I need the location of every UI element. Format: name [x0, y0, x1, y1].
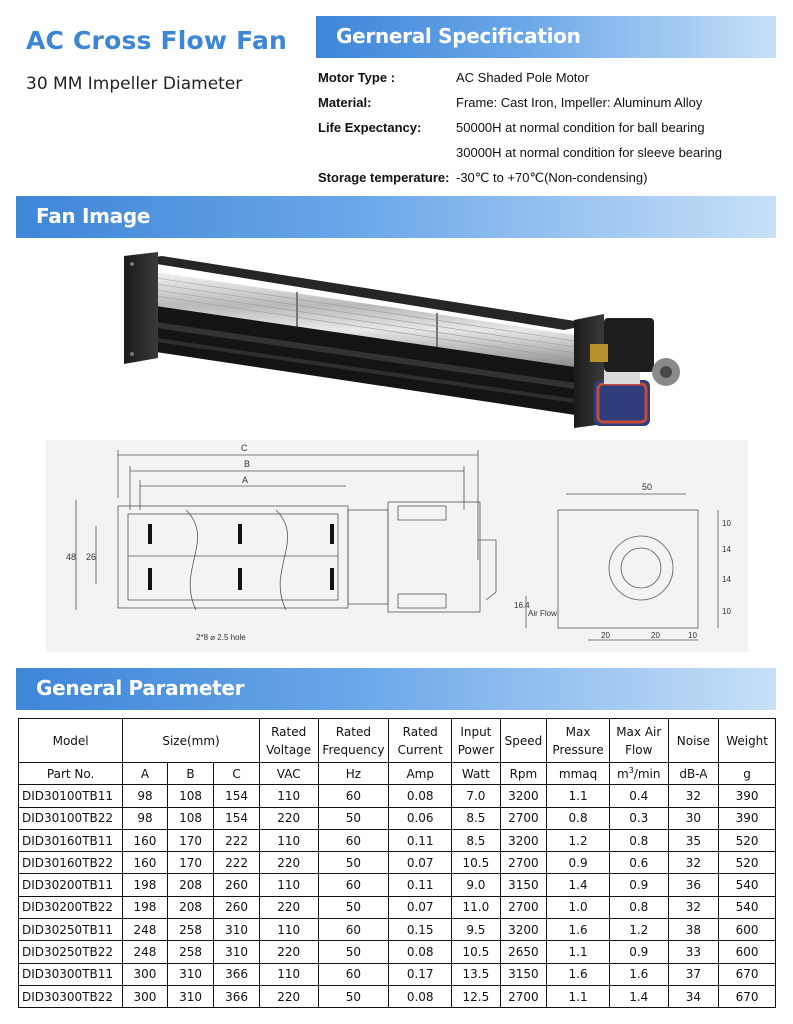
cell-speed: 2700 — [500, 985, 547, 1007]
cell-size-a: 198 — [123, 874, 168, 896]
spec-row-life-2 — [318, 143, 778, 168]
motor-coil — [594, 380, 650, 426]
cell-frequency: 50 — [318, 985, 389, 1007]
cell-frequency: 50 — [318, 852, 389, 874]
spec-list — [318, 68, 778, 193]
cell-part-no: DID30300TB22 — [19, 985, 123, 1007]
cell-size-a: 160 — [123, 852, 168, 874]
cell-power: 7.0 — [452, 785, 501, 807]
cell-frequency: 60 — [318, 919, 389, 941]
cell-current: 0.15 — [389, 919, 452, 941]
table-row — [19, 985, 776, 1007]
cell-size-b: 170 — [167, 829, 214, 851]
cell-speed: 2700 — [500, 852, 547, 874]
cell-part-no: DID30250TB22 — [19, 941, 123, 963]
cell-speed: 3200 — [500, 785, 547, 807]
cell-part-no: DID30160TB22 — [19, 852, 123, 874]
table-header-row — [19, 719, 776, 763]
cell-voltage: 220 — [259, 807, 318, 829]
table-row — [19, 852, 776, 874]
header-current: Rated Current — [389, 719, 452, 763]
cell-pressure: 0.9 — [547, 852, 610, 874]
spec-row-motor — [318, 68, 778, 93]
cell-speed: 2700 — [500, 896, 547, 918]
dim-10-top: 10 — [722, 519, 731, 528]
spec-label: Motor Type : — [318, 70, 396, 85]
spec-label: Life Expectancy: — [318, 120, 422, 135]
cell-part-no: DID30250TB11 — [19, 919, 123, 941]
cell-voltage: 110 — [259, 919, 318, 941]
end-view-outline — [558, 510, 698, 628]
cell-size-a: 98 — [123, 807, 168, 829]
cell-power: 9.0 — [452, 874, 501, 896]
header-noise: Noise — [668, 719, 719, 763]
cell-part-no: DID30200TB11 — [19, 874, 123, 896]
cell-airflow: 0.9 — [609, 874, 668, 896]
cell-noise: 38 — [668, 919, 719, 941]
cell-power: 8.5 — [452, 829, 501, 851]
spec-row-material — [318, 93, 778, 118]
cell-size-a: 300 — [123, 985, 168, 1007]
spec-row-storage — [318, 168, 778, 193]
cell-speed: 3150 — [500, 963, 547, 985]
cell-current: 0.06 — [389, 807, 452, 829]
cell-part-no: DID30100TB22 — [19, 807, 123, 829]
cell-noise: 34 — [668, 985, 719, 1007]
motor-bracket — [604, 318, 654, 372]
cell-size-b: 258 — [167, 919, 214, 941]
cell-pressure: 1.1 — [547, 785, 610, 807]
table-row — [19, 874, 776, 896]
cell-weight: 390 — [719, 785, 776, 807]
cell-airflow: 0.8 — [609, 896, 668, 918]
spec-value: AC Shaded Pole Motor — [456, 70, 589, 85]
cell-size-a: 248 — [123, 919, 168, 941]
cell-size-b: 310 — [167, 963, 214, 985]
table-row — [19, 829, 776, 851]
motor-outline — [388, 502, 480, 612]
cell-size-c: 366 — [214, 963, 260, 985]
unit-part: Part No. — [19, 763, 123, 785]
cell-power: 9.5 — [452, 919, 501, 941]
table-row — [19, 896, 776, 918]
cell-voltage: 110 — [259, 829, 318, 851]
cell-size-b: 170 — [167, 852, 214, 874]
cell-size-b: 258 — [167, 941, 214, 963]
cell-size-b: 108 — [167, 785, 214, 807]
cell-current: 0.07 — [389, 896, 452, 918]
parameter-rows — [19, 785, 776, 1008]
dim-10-bottom: 10 — [722, 607, 731, 616]
cell-size-c: 154 — [214, 807, 260, 829]
cell-airflow: 0.9 — [609, 941, 668, 963]
cell-noise: 33 — [668, 941, 719, 963]
cell-weight: 600 — [719, 919, 776, 941]
cell-noise: 32 — [668, 852, 719, 874]
cell-part-no: DID30300TB11 — [19, 963, 123, 985]
cell-pressure: 0.8 — [547, 807, 610, 829]
cell-size-b: 208 — [167, 896, 214, 918]
dim-16-4: 16.4 — [514, 601, 530, 610]
cell-frequency: 60 — [318, 829, 389, 851]
cell-noise: 36 — [668, 874, 719, 896]
cell-weight: 540 — [719, 874, 776, 896]
spec-value: -30℃ to +70℃(Non-condensing) — [456, 170, 648, 185]
cell-frequency: 60 — [318, 963, 389, 985]
dim-20-b: 20 — [651, 631, 660, 640]
cell-frequency: 50 — [318, 896, 389, 918]
spec-value: 30000H at normal condition for sleeve bearing — [456, 145, 722, 160]
parameter-heading: General Parameter — [36, 676, 245, 700]
parameter-table — [18, 718, 776, 1008]
spec-value: 50000H at normal condition for ball bearing — [456, 120, 705, 135]
unit-speed: Rpm — [500, 763, 547, 785]
fan-image-heading: Fan Image — [36, 204, 151, 228]
cell-size-b: 208 — [167, 874, 214, 896]
cell-airflow: 1.4 — [609, 985, 668, 1007]
table-units-row — [19, 763, 776, 785]
cell-power: 10.5 — [452, 941, 501, 963]
cell-size-c: 310 — [214, 941, 260, 963]
page-subtitle: 30 MM Impeller Diameter — [26, 74, 243, 94]
cell-power: 10.5 — [452, 852, 501, 874]
cell-voltage: 220 — [259, 896, 318, 918]
dim-20-a: 20 — [601, 631, 610, 640]
cell-airflow: 0.6 — [609, 852, 668, 874]
header-power: Input Power — [452, 719, 501, 763]
cell-voltage: 220 — [259, 941, 318, 963]
cell-noise: 32 — [668, 785, 719, 807]
cell-part-no: DID30160TB11 — [19, 829, 123, 851]
cell-part-no: DID30200TB22 — [19, 896, 123, 918]
cell-current: 0.11 — [389, 829, 452, 851]
cell-current: 0.08 — [389, 985, 452, 1007]
unit-frequency: Hz — [318, 763, 389, 785]
dim-48: 48 — [66, 552, 77, 562]
cell-airflow: 1.2 — [609, 919, 668, 941]
cell-current: 0.08 — [389, 941, 452, 963]
cell-power: 12.5 — [452, 985, 501, 1007]
table-row — [19, 785, 776, 807]
cell-speed: 2650 — [500, 941, 547, 963]
cell-current: 0.11 — [389, 874, 452, 896]
unit-weight: g — [719, 763, 776, 785]
dimension-drawing — [46, 440, 748, 652]
dim-14-b: 14 — [722, 575, 731, 584]
cell-current: 0.08 — [389, 785, 452, 807]
unit-noise: dB-A — [668, 763, 719, 785]
cell-pressure: 1.6 — [547, 963, 610, 985]
cell-weight: 390 — [719, 807, 776, 829]
dim-10-bottom-right: 10 — [688, 631, 697, 640]
cell-size-c: 260 — [214, 874, 260, 896]
cell-voltage: 220 — [259, 852, 318, 874]
dim-hole: 2*8 ⌀ 2.5 hole — [196, 633, 246, 642]
cell-frequency: 50 — [318, 807, 389, 829]
cell-speed: 3200 — [500, 829, 547, 851]
header-size: Size(mm) — [123, 719, 260, 763]
cell-size-a: 98 — [123, 785, 168, 807]
cell-pressure: 1.6 — [547, 919, 610, 941]
spec-label: Storage temperature: — [318, 170, 450, 185]
cell-size-c: 222 — [214, 852, 260, 874]
cell-pressure: 1.4 — [547, 874, 610, 896]
cell-voltage: 220 — [259, 985, 318, 1007]
cell-weight: 520 — [719, 852, 776, 874]
cell-frequency: 60 — [318, 874, 389, 896]
cell-weight: 540 — [719, 896, 776, 918]
unit-pressure: mmaq — [547, 763, 610, 785]
cell-voltage: 110 — [259, 874, 318, 896]
spec-row-life — [318, 118, 778, 143]
cell-speed: 2700 — [500, 807, 547, 829]
unit-a: A — [123, 763, 168, 785]
cell-weight: 670 — [719, 985, 776, 1007]
cell-weight: 520 — [719, 829, 776, 851]
fan-body-outline — [118, 506, 348, 608]
cell-size-b: 310 — [167, 985, 214, 1007]
cell-power: 13.5 — [452, 963, 501, 985]
dim-c: C — [241, 443, 248, 453]
fan-image-banner — [16, 196, 776, 238]
cell-voltage: 110 — [259, 963, 318, 985]
cell-size-c: 154 — [214, 785, 260, 807]
cell-speed: 3150 — [500, 874, 547, 896]
table-row — [19, 807, 776, 829]
cell-pressure: 1.0 — [547, 896, 610, 918]
cell-frequency: 60 — [318, 785, 389, 807]
cell-size-c: 222 — [214, 829, 260, 851]
cell-weight: 670 — [719, 963, 776, 985]
table-row — [19, 941, 776, 963]
parameter-banner — [16, 668, 776, 710]
spec-heading: Gerneral Specification — [336, 24, 581, 48]
table-row — [19, 963, 776, 985]
cell-noise: 32 — [668, 896, 719, 918]
cell-size-a: 160 — [123, 829, 168, 851]
table-row — [19, 919, 776, 941]
unit-c: C — [214, 763, 260, 785]
header-speed: Speed — [500, 719, 547, 763]
cell-size-b: 108 — [167, 807, 214, 829]
cell-pressure: 1.1 — [547, 941, 610, 963]
cell-weight: 600 — [719, 941, 776, 963]
cell-pressure: 1.1 — [547, 985, 610, 1007]
cell-power: 11.0 — [452, 896, 501, 918]
air-flow-label: Air Flow — [528, 609, 557, 618]
cell-airflow: 0.3 — [609, 807, 668, 829]
cell-speed: 3200 — [500, 919, 547, 941]
dim-26: 26 — [86, 552, 97, 562]
header-weight: Weight — [719, 719, 776, 763]
cell-frequency: 50 — [318, 941, 389, 963]
fan-end-plate-left — [124, 252, 158, 364]
cell-noise: 30 — [668, 807, 719, 829]
cell-current: 0.17 — [389, 963, 452, 985]
header-model: Model — [19, 719, 123, 763]
header-voltage: Rated Voltage — [259, 719, 318, 763]
cell-size-a: 198 — [123, 896, 168, 918]
cell-pressure: 1.2 — [547, 829, 610, 851]
cell-size-a: 300 — [123, 963, 168, 985]
cell-airflow: 0.8 — [609, 829, 668, 851]
unit-power: Watt — [452, 763, 501, 785]
dim-50: 50 — [642, 482, 653, 492]
cell-power: 8.5 — [452, 807, 501, 829]
unit-voltage: VAC — [259, 763, 318, 785]
cell-voltage: 110 — [259, 785, 318, 807]
unit-airflow: $m^3/\min$ — [609, 763, 668, 785]
unit-current: Amp — [389, 763, 452, 785]
cell-size-a: 248 — [123, 941, 168, 963]
cell-noise: 37 — [668, 963, 719, 985]
cell-noise: 35 — [668, 829, 719, 851]
dim-b: B — [244, 459, 251, 469]
cell-size-c: 260 — [214, 896, 260, 918]
spec-banner — [316, 16, 776, 58]
spec-label: Material: — [318, 95, 372, 110]
unit-b: B — [167, 763, 214, 785]
cell-part-no: DID30100TB11 — [19, 785, 123, 807]
cell-current: 0.07 — [389, 852, 452, 874]
dim-14-a: 14 — [722, 545, 731, 554]
fan-photo — [112, 248, 692, 438]
cell-size-c: 366 — [214, 985, 260, 1007]
dim-a: A — [242, 475, 249, 485]
header-airflow: Max Air Flow — [609, 719, 668, 763]
cell-airflow: 0.4 — [609, 785, 668, 807]
page-title: AC Cross Flow Fan — [26, 26, 288, 55]
spec-value: Frame: Cast Iron, Impeller: Aluminum Alloy — [456, 95, 703, 110]
cell-airflow: 1.6 — [609, 963, 668, 985]
cell-size-c: 310 — [214, 919, 260, 941]
header-frequency: Rated Frequency — [318, 719, 389, 763]
header-pressure: Max Pressure — [547, 719, 610, 763]
